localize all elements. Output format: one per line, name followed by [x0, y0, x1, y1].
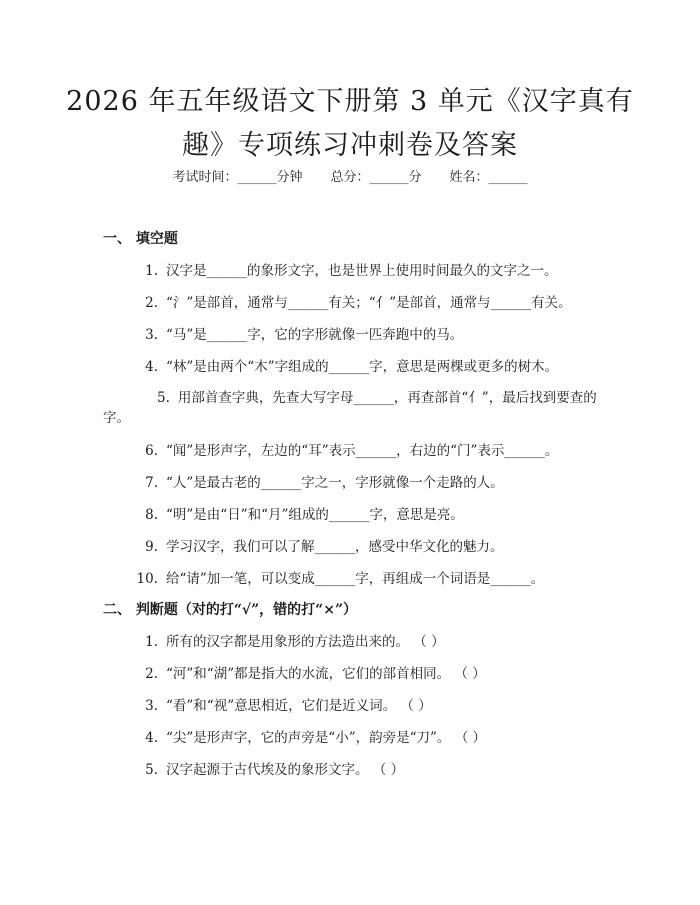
question-number: 2.	[145, 295, 158, 311]
question-item	[103, 760, 603, 780]
section-fill-blank-title: 一、 填空题	[103, 231, 178, 247]
question-number: 5.	[157, 390, 170, 406]
question-number: 8.	[145, 507, 158, 523]
question-number: 2.	[145, 666, 158, 682]
question-item	[103, 293, 603, 313]
question-text: 汉字起源于古代埃及的象形文字。 （ ）	[166, 762, 405, 778]
title-line-2: 趣》专项练习冲刺卷及答案	[182, 130, 518, 161]
question-item	[103, 357, 603, 377]
section-true-false-title: 二、 判断题（对的打“√”，错的打“×”）	[103, 602, 358, 618]
exam-info	[0, 169, 700, 187]
question-text: “闻”是形声字，左边的“耳”表示______，右边的“门”表示______。	[166, 443, 559, 459]
title-line-1: 2026 年五年级语文下册第 3 单元《汉字真有	[66, 86, 634, 117]
question-item	[103, 537, 603, 557]
question-item	[103, 325, 603, 345]
question-text: “尖”是形声字，它的声旁是“小”，韵旁是“刀”。 （ ）	[166, 730, 486, 746]
question-number: 1.	[145, 634, 158, 650]
question-text: “氵”是部首，通常与______有关；“亻”是部首，通常与______有关。	[166, 295, 572, 311]
question-item	[103, 696, 603, 716]
student-name: 姓名：______	[449, 170, 528, 185]
question-number: 10.	[136, 571, 158, 587]
question-text: “看”和“视”意思相近，它们是近义词。 （ ）	[166, 698, 432, 714]
question-number: 7.	[145, 475, 158, 491]
question-text: 学习汉字，我们可以了解______，感受中华文化的魅力。	[166, 539, 504, 555]
question-item	[103, 569, 603, 589]
question-text: “马”是______字，它的字形就像一匹奔跑中的马。	[166, 327, 464, 343]
question-number: 5.	[145, 762, 158, 778]
question-item	[103, 632, 603, 652]
question-text: “明”是由“日”和“月”组成的______字，意思是亮。	[166, 507, 464, 523]
question-text: “河”和“湖”都是指大的水流，它们的部首相同。 （ ）	[166, 666, 486, 682]
question-item	[103, 441, 603, 461]
question-text: “人”是最古老的______字之一，字形就像一个走路的人。	[166, 475, 504, 491]
question-item	[103, 505, 603, 525]
question-item	[103, 664, 603, 684]
question-item	[103, 728, 603, 748]
question-text: 给“请”加一笔，可以变成______字，再组成一个词语是______。	[166, 571, 545, 587]
page-title	[60, 80, 640, 168]
question-number: 4.	[145, 359, 158, 375]
question-item	[103, 388, 600, 428]
question-text: 所有的汉字都是用象形的方法造出来的。 （ ）	[166, 634, 445, 650]
exam-score: 总分：______分	[330, 170, 422, 185]
question-number: 3.	[145, 327, 158, 343]
exam-time: 考试时间：______分钟	[172, 170, 303, 185]
question-number: 6.	[145, 443, 158, 459]
question-item	[103, 473, 603, 493]
question-number: 3.	[145, 698, 158, 714]
question-number: 1.	[145, 263, 158, 279]
question-text: “林”是由两个“木”字组成的______字，意思是两棵或更多的树木。	[166, 359, 559, 375]
question-text: 用部首查字典，先查大写字母______，再查部首“亻”，最后找到要查的字。	[103, 390, 597, 426]
question-number: 4.	[145, 730, 158, 746]
question-item	[103, 261, 603, 281]
question-number: 9.	[145, 539, 158, 555]
question-text: 汉字是______的象形文字，也是世界上使用时间最久的文字之一。	[166, 263, 558, 279]
